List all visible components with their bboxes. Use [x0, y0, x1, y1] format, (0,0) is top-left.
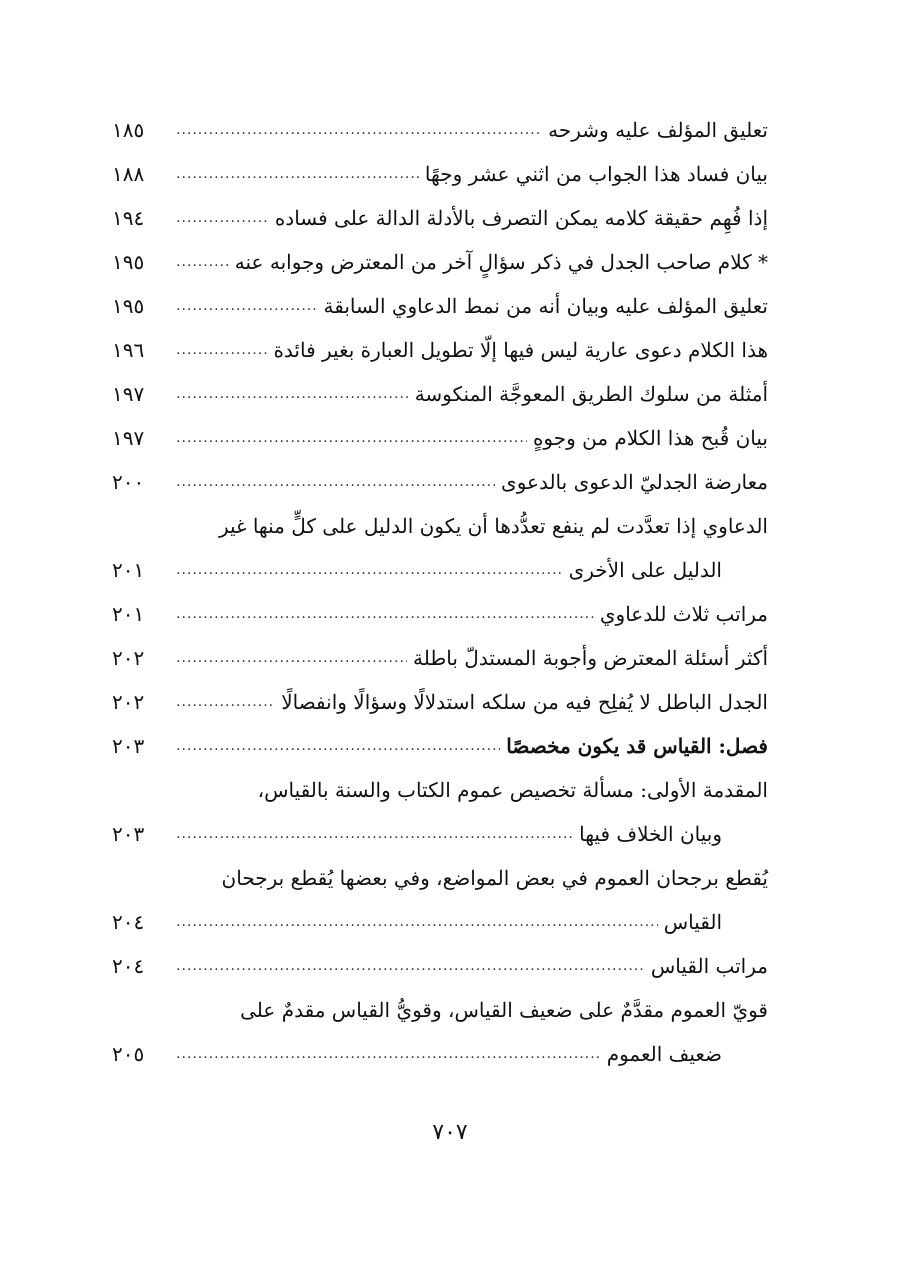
toc-entry-title: أمثلة من سلوك الطريق المعوجَّة المنكوسة [414, 382, 768, 406]
toc-page-number: ١٩٦ [112, 338, 145, 362]
toc-page-number: ٢٠٣ [112, 734, 145, 758]
dot-leader [176, 254, 229, 270]
toc-page-number: ١٩٧ [112, 382, 145, 406]
dot-leader [176, 342, 267, 358]
toc-entry-title: مراتب ثلاث للدعاوي [599, 602, 768, 626]
toc-entry[interactable] [112, 1032, 768, 1076]
toc-entry-title: تعليق المؤلف عليه وشرحه [548, 118, 768, 142]
toc-page-number: ١٩٤ [112, 206, 145, 230]
toc-page-number: ١٩٧ [112, 426, 145, 450]
dot-leader [176, 210, 269, 226]
dot-leader [176, 1046, 601, 1062]
toc-page-number: ١٨٨ [112, 162, 145, 186]
toc-entry-title: تعليق المؤلف عليه وبيان أنه من نمط الدعاوي السابقة [323, 294, 768, 318]
toc-entry[interactable] [112, 900, 768, 944]
toc-page-number: ٢٠١ [112, 558, 145, 582]
toc-entry-title: القياس [663, 910, 722, 934]
toc-entry[interactable] [112, 284, 768, 328]
dot-leader [176, 430, 527, 446]
toc-entry-title: الدليل على الأخرى [568, 558, 722, 582]
toc-entry[interactable] [112, 460, 768, 504]
toc-page-number: ٢٠٤ [112, 954, 145, 978]
dot-leader [176, 562, 563, 578]
toc-entry[interactable] [112, 372, 768, 416]
dot-leader [176, 606, 594, 622]
toc-entry-first-line: يُقطع برجحان العموم في بعض المواضع، وفي بعضها يُقطع برجحان [221, 866, 768, 890]
dot-leader [176, 826, 573, 842]
toc-entry-title: معارضة الجدليّ الدعوى بالدعوى [501, 470, 768, 494]
toc-page-number: ٢٠٢ [112, 690, 145, 714]
dot-leader [176, 694, 275, 710]
toc-entry-title: ضعيف العموم [606, 1042, 722, 1066]
toc-entry-title: وبيان الخلاف فيها [579, 822, 722, 846]
toc-entry[interactable] [112, 944, 768, 988]
toc-entry-title: هذا الكلام دعوى عارية ليس فيها إلّا تطويل العبارة بغير فائدة [273, 338, 768, 362]
toc-page-number: ٢٠٣ [112, 822, 145, 846]
dot-leader [176, 122, 542, 138]
toc-entry[interactable] [112, 328, 768, 372]
dot-leader [176, 298, 318, 314]
toc-entry-title: بيان فساد هذا الجواب من اثني عشر وجهًا [424, 162, 768, 186]
toc-entry[interactable] [112, 548, 768, 592]
toc-entry[interactable] [112, 108, 768, 152]
toc-entry[interactable] [112, 416, 768, 460]
toc-section-title: فصل: القياس قد يكون مخصصًا [506, 734, 768, 758]
toc-entry[interactable] [112, 812, 768, 856]
toc-entry-title: أكثر أسئلة المعترض وأجوبة المستدلّ باطلة [413, 646, 768, 670]
toc-entry[interactable] [112, 240, 768, 284]
toc-page-number: ١٩٥ [112, 250, 145, 274]
toc-entry-title: مراتب القياس [650, 954, 768, 978]
toc-entry-first-line: الدعاوي إذا تعدَّدت لم ينفع تعدُّدها أن يكون الدليل على كلٍّ منها غير [218, 514, 768, 538]
toc-entry-first-line: المقدمة الأولى: مسألة تخصيص عموم الكتاب والسنة بالقياس، [257, 778, 768, 802]
toc-page-number: ٢٠٢ [112, 646, 145, 670]
dot-leader [176, 958, 645, 974]
toc-page-number: ١٩٥ [112, 294, 145, 318]
toc-entry[interactable] [112, 724, 768, 768]
toc-entry-first-line: قويّ العموم مقدَّمٌ على ضعيف القياس، وقويُّ القياس مقدمٌ على [240, 998, 768, 1022]
toc-entry[interactable] [112, 680, 768, 724]
dot-leader [176, 650, 407, 666]
toc-entry[interactable] [112, 152, 768, 196]
dot-leader [176, 166, 419, 182]
toc-page-number: ٢٠٥ [112, 1042, 145, 1066]
toc-entry[interactable] [112, 592, 768, 636]
toc-page-number: ١٨٥ [112, 118, 145, 142]
toc-page-number: ٢٠٠ [112, 470, 145, 494]
toc-page-number: ٢٠٤ [112, 910, 145, 934]
page-number: ٧٠٧ [432, 1120, 468, 1145]
toc-entry[interactable] [112, 636, 768, 680]
toc-entry[interactable] [112, 196, 768, 240]
toc-entry-title: إذا فُهِم حقيقة كلامه يمكن التصرف بالأدلة الدالة على فساده [274, 206, 768, 230]
toc-entry-title: الجدل الباطل لا يُفلِح فيه من سلكه استدلالًا وسؤالًا وانفصالًا [281, 690, 768, 714]
dot-leader [176, 738, 500, 754]
dot-leader [176, 914, 658, 930]
toc-entry-title: * كلام صاحب الجدل في ذكر سؤالٍ آخر من المعترض وجوابه عنه [234, 250, 768, 274]
table-of-contents [112, 108, 768, 1076]
dot-leader [176, 386, 409, 402]
toc-entry-title: بيان قُبح هذا الكلام من وجوهٍ [532, 426, 768, 450]
dot-leader [176, 474, 495, 490]
toc-page-number: ٢٠١ [112, 602, 145, 626]
